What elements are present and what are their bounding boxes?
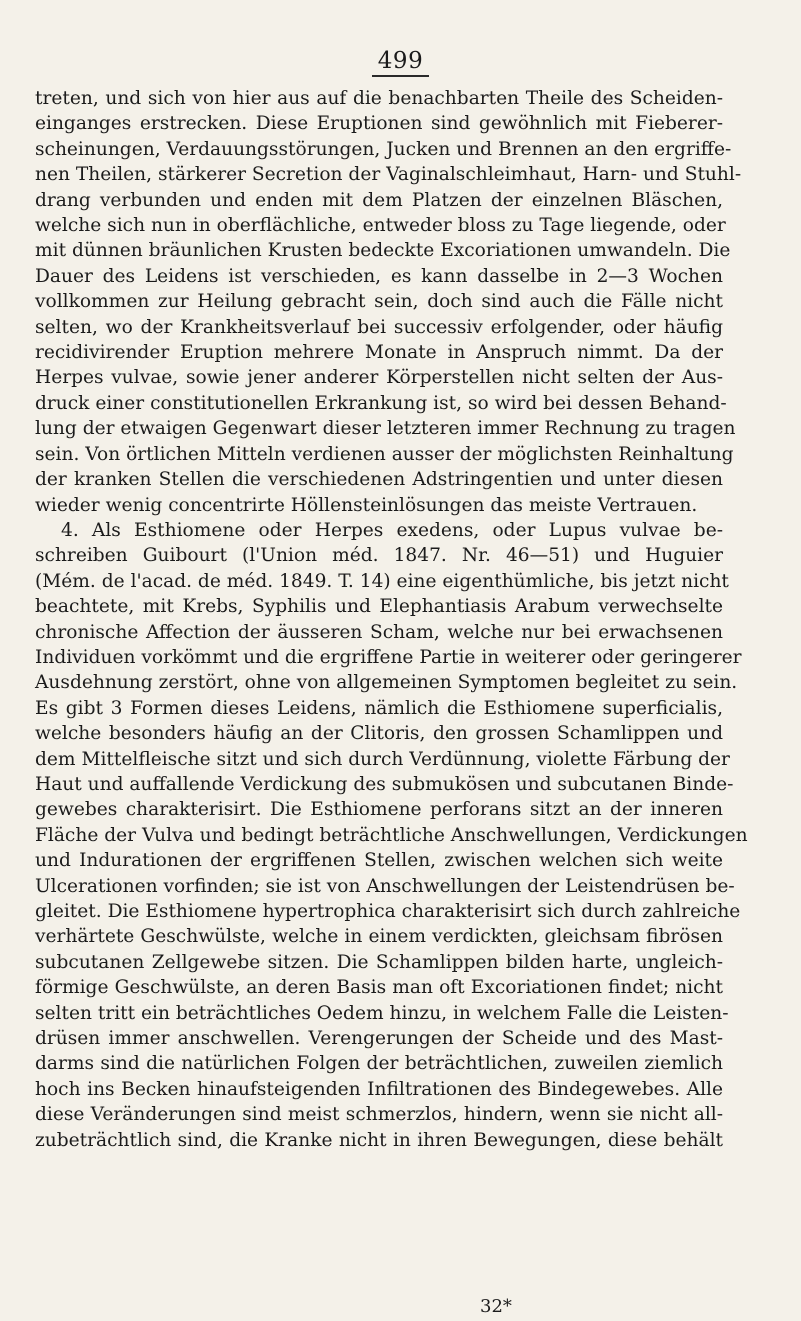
text-line: welche sich nun in oberflächliche, entweder bloss zu Tage liegende, oder [35,215,726,237]
text-line: druck einer constitutionellen Erkrankung ist, so wird bei dessen Behand- [35,392,727,414]
text-line: Fläche der Vulva und bedingt beträchtliche Anschwellungen, Verdickungen [35,824,748,846]
text-line: selten tritt ein beträchtliches Oedem hinzu, in welchem Falle die Leisten- [35,1002,729,1024]
text-line: subcutanen Zellgewebe sitzen. Die Schamlippen bilden harte, ungleich- [35,951,723,973]
text-line: nen Theilen, stärkerer Secretion der Vaginalschleimhaut, Harn- und Stuhl- [35,164,742,186]
text-line: 4. Als Esthiomene oder Herpes exedens, oder Lupus vulvae be- [61,519,723,541]
text-line: vollkommen zur Heilung gebracht sein, doch sind auch die Fälle nicht [35,291,723,313]
text-line: recidivirender Eruption mehrere Monate in Anspruch nimmt. Da der [35,342,723,364]
text-line: Ulcerationen vorfinden; sie ist von Anschwellungen der Leistendrüsen be- [35,875,735,897]
page-number: 499 [0,48,801,74]
text-line: drang verbunden und enden mit dem Platzen der einzelnen Bläschen, [35,189,723,211]
signature-mark: 32* [480,1296,512,1317]
text-line: beachtete, mit Krebs, Syphilis und Elephantiasis Arabum verwechselte [35,596,723,618]
text-line: Es gibt 3 Formen dieses Leidens, nämlich die Esthiomene superficialis, [35,697,723,719]
text-line: drüsen immer anschwellen. Verengerungen der Scheide und des Mast- [35,1028,723,1050]
text-line: Herpes vulvae, sowie jener anderer Körperstellen nicht selten der Aus- [35,367,723,389]
text-line: scheinungen, Verdauungsstörungen, Jucken und Brennen an den ergriffe- [35,138,732,160]
text-line: Haut und auffallende Verdickung des submukösen und subcutanen Binde- [35,773,734,795]
body-text [35,86,748,1153]
text-line: mit dünnen bräunlichen Krusten bedeckte Excoriationen umwandeln. Die [35,240,731,262]
text-line: diese Veränderungen sind meist schmerzlos, hindern, wenn sie nicht all- [35,1104,723,1126]
text-line: gleitet. Die Esthiomene hypertrophica charakterisirt sich durch zahlreiche [35,901,741,922]
text-line: treten, und sich von hier aus auf die benachbarten Theile des Scheiden- [35,88,723,109]
text-line: hoch ins Becken hinaufsteigenden Infiltrationen des Bindegewebes. Alle [35,1078,723,1100]
text-line: verhärtete Geschwülste, welche in einem verdickten, gleichsam fibrösen [35,926,723,948]
text-line: wieder wenig concentrirte Höllensteinlösungen das meiste Vertrauen. [35,494,698,516]
text-line: darms sind die natürlichen Folgen der beträchtlichen, zuweilen ziemlich [35,1053,723,1075]
text-line: und Indurationen der ergriffenen Stellen, zwischen welchen sich weite [35,850,723,872]
text-line: schreiben Guibourt (l'Union méd. 1847. Nr. 46—51) und Huguier [35,545,723,567]
text-line: förmige Geschwülste, an deren Basis man oft Excoriationen findet; nicht [35,977,723,999]
text-line: Dauer des Leidens ist verschieden, es kann dasselbe in 2—3 Wochen [35,265,723,287]
text-line: selten, wo der Krankheitsverlauf bei successiv erfolgender, oder häufig [35,316,723,338]
text-line: dem Mittelfleische sitzt und sich durch Verdünnung, violette Färbung der [35,748,730,770]
text-line: welche besonders häufig an der Clitoris, den grossen Schamlippen und [35,723,723,745]
text-line: chronische Affection der äusseren Scham, welche nur bei erwachsenen [35,621,723,643]
text-line: Individuen vorkömmt und die ergriffene Partie in weiterer oder geringerer [35,646,742,668]
text-line: (Mém. de l'acad. de méd. 1849. T. 14) eine eigenthümliche, bis jetzt nicht [35,570,729,592]
text-line: der kranken Stellen die verschiedenen Adstringentien und unter diesen [35,469,723,491]
text-line: sein. Von örtlichen Mitteln verdienen ausser der möglichsten Reinhaltung [35,443,734,465]
text-line: zubeträchtlich sind, die Kranke nicht in ihren Bewegungen, diese behält [35,1129,723,1151]
text-line: einganges erstrecken. Diese Eruptionen sind gewöhnlich mit Fieberer- [35,113,723,135]
text-line: gewebes charakterisirt. Die Esthiomene perforans sitzt an der inneren [35,799,723,821]
text-line: lung der etwaigen Gegenwart dieser letzteren immer Rechnung zu tragen [35,418,736,440]
text-line: Ausdehnung zerstört, ohne von allgemeinen Symptomen begleitet zu sein. [35,672,738,694]
